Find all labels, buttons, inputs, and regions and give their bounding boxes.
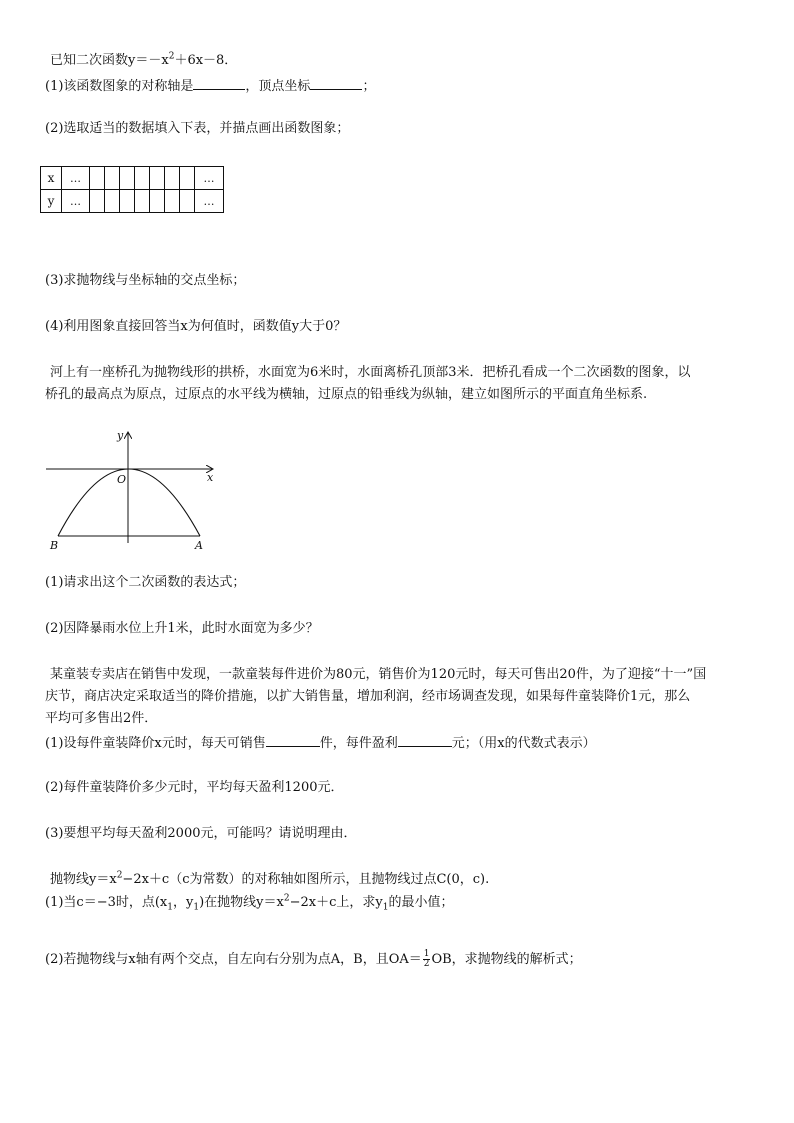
table-header-x: x [41, 167, 62, 190]
point-a-label: A [195, 539, 203, 552]
answer-blank[interactable] [310, 75, 362, 90]
y-axis-label: y [117, 429, 124, 442]
origin-label: O [117, 473, 127, 486]
q3-line3: 平均可多售出2件． [45, 711, 158, 726]
table-cell[interactable] [135, 167, 150, 190]
q2-part1: (1)请求出这个二次函数的表达式； [45, 575, 246, 590]
fraction: $\frac{1}{2}$ [423, 949, 430, 969]
table-cell[interactable] [165, 190, 180, 213]
answer-blank[interactable] [266, 732, 320, 747]
value-table [40, 166, 224, 213]
q4-line1: 抛物线$y=x^2-2x+c(c$为常数）的对称轴如图所示，且抛物线过点C(0，c). [50, 870, 490, 887]
table-cell[interactable] [135, 190, 150, 213]
q1-intro: 已知二次函数$y=-x^2+6x-8$． [50, 51, 238, 68]
table-cell[interactable] [120, 167, 135, 190]
table-cell[interactable] [180, 190, 195, 213]
q1-part4: (4)利用图象直接回答当x为何值时，函数值y大于0？ [45, 319, 347, 334]
q1-part2: (2)选取适当的数据填入下表，并描点画出函数图象； [45, 121, 350, 136]
q1-part3: (3)求抛物线与坐标轴的交点坐标； [45, 273, 246, 288]
table-cell[interactable] [90, 167, 105, 190]
table-row [41, 190, 224, 213]
q1-part1: (1)该函数图象的对称轴是 ，顶点坐标 ； [45, 75, 375, 96]
x-axis-label: x [207, 471, 214, 484]
table-cell[interactable] [105, 190, 120, 213]
q2-line1: 河上有一座桥孔为抛物线形的拱桥，水面宽为6米时，水面离桥孔顶部3米．把桥孔看成一个二次函数的图象，以 [50, 365, 691, 380]
q3-part3: (3)要想平均每天盈利2000元，可能吗？请说明理由． [45, 826, 357, 841]
table-cell: … [62, 190, 90, 213]
q4-part1: (1)当c＝−3时，点($x_1$，$y_1$)在抛物线$y=x^2-2x+c$上，求$y_1$的最小值； [45, 893, 454, 913]
bridge-figure [40, 425, 230, 555]
q3-line1: 某童装专卖店在销售中发现，一款童装每件进价为80元，销售价为120元时，每天可售出20件，为了迎接“十一”国 [50, 667, 707, 682]
table-row [41, 167, 224, 190]
table-cell: … [62, 167, 90, 190]
table-cell[interactable] [150, 190, 165, 213]
table-cell: … [195, 167, 224, 190]
table-cell[interactable] [90, 190, 105, 213]
q3-part2: (2)每件童装降价多少元时，平均每天盈利1200元． [45, 780, 344, 795]
table-cell[interactable] [105, 167, 120, 190]
table-cell[interactable] [165, 167, 180, 190]
q3-line2: 庆节，商店决定采取适当的降价措施，以扩大销售量，增加利润，经市场调查发现，如果每件童装降价1元，那么 [45, 689, 691, 704]
table-cell: … [195, 190, 224, 213]
q3-part1: (1)设每件童装降价x元时，每天可销售 件，每件盈利 元；（用x的代数式表示） [45, 732, 596, 753]
table-header-y: y [41, 190, 62, 213]
q2-line2: 桥孔的最高点为原点，过原点的水平线为横轴，过原点的铅垂线为纵轴，建立如图所示的平面直角坐标系. [45, 387, 648, 402]
bridge-arch [58, 469, 200, 536]
table-cell[interactable] [120, 190, 135, 213]
table-cell[interactable] [180, 167, 195, 190]
point-b-label: B [50, 539, 59, 552]
answer-blank[interactable] [193, 75, 245, 90]
table-cell[interactable] [150, 167, 165, 190]
q4-part2: (2)若抛物线与x轴有两个交点，自左向右分别为点A，B，且OA＝ $\frac{1}{2}$ OB，求抛物线的解析式； [45, 949, 582, 969]
answer-blank[interactable] [398, 732, 452, 747]
q2-part2: (2)因降暴雨水位上升1米，此时水面宽为多少？ [45, 621, 319, 636]
